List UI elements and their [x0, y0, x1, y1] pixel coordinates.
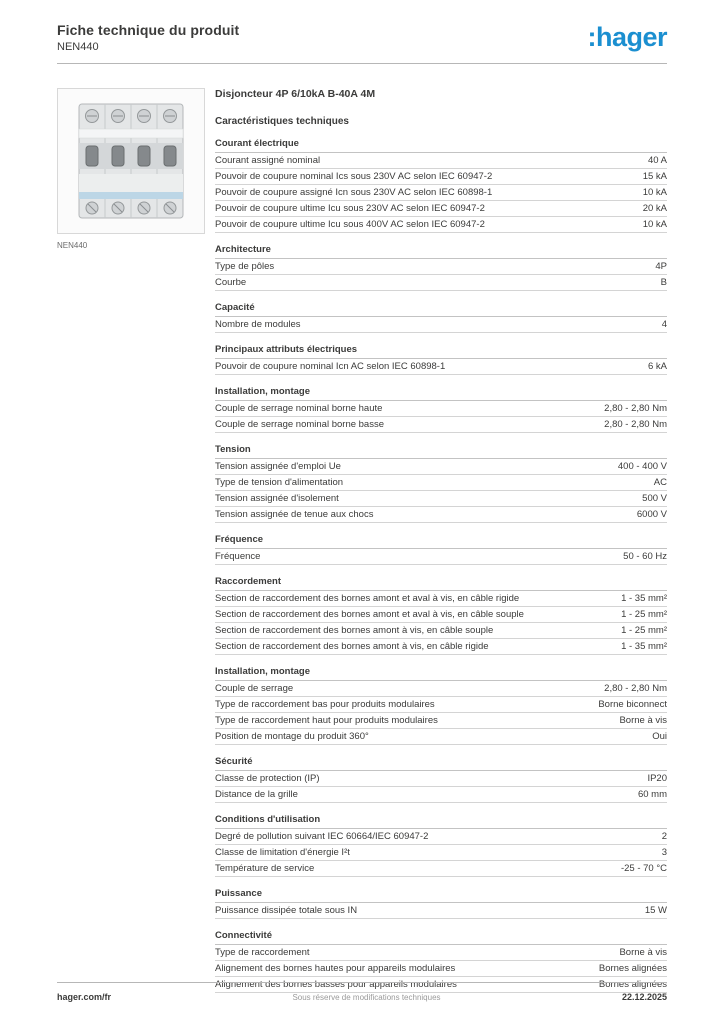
row-value: 2	[661, 831, 667, 842]
row-label: Alignement des bornes basses pour appareils modulaires	[215, 979, 457, 990]
circuit-breaker-illustration	[70, 96, 192, 226]
section-rows	[215, 359, 667, 375]
row-label: Courbe	[215, 277, 247, 288]
row-label: Couple de serrage nominal borne basse	[215, 419, 384, 430]
row-value: Bornes alignées	[598, 963, 667, 974]
table-row	[215, 771, 667, 787]
row-value: AC	[653, 477, 667, 488]
row-label: Type de tension d'alimentation	[215, 477, 344, 488]
row-label: Nombre de modules	[215, 319, 301, 330]
footer-website-link[interactable]: hager.com/fr	[57, 992, 112, 1002]
row-label: Couple de serrage	[215, 683, 294, 694]
product-image	[57, 88, 205, 234]
table-row	[215, 729, 667, 745]
section-rows	[215, 259, 667, 291]
spec-section	[215, 344, 667, 375]
section-title: Principaux attributs électriques	[215, 344, 667, 359]
section-title: Architecture	[215, 244, 667, 259]
table-row	[215, 623, 667, 639]
table-row	[215, 201, 667, 217]
table-row	[215, 591, 667, 607]
section-rows	[215, 903, 667, 919]
header-text	[57, 22, 239, 53]
row-label: Type de raccordement haut pour produits modulaires	[215, 715, 438, 726]
row-label: Tension assignée d'isolement	[215, 493, 339, 504]
row-value: 15 kA	[642, 171, 667, 182]
spec-section	[215, 666, 667, 745]
spec-sections	[215, 138, 667, 993]
row-value: Borne biconnect	[598, 699, 667, 710]
section-title: Installation, montage	[215, 386, 667, 401]
section-title: Installation, montage	[215, 666, 667, 681]
row-label: Section de raccordement des bornes amont à vis, en câble rigide	[215, 641, 489, 652]
section-rows	[215, 153, 667, 233]
section-rows	[215, 317, 667, 333]
row-value: 2,80 - 2,80 Nm	[604, 683, 667, 694]
page-header	[0, 0, 724, 53]
section-title: Courant électrique	[215, 138, 667, 153]
row-label: Type de raccordement bas pour produits modulaires	[215, 699, 435, 710]
table-row	[215, 417, 667, 433]
row-value: Borne à vis	[619, 715, 667, 726]
row-label: Pouvoir de coupure ultime Icu sous 400V AC selon IEC 60947-2	[215, 219, 485, 230]
row-value: 40 A	[647, 155, 667, 166]
hager-logo: :hager	[587, 22, 667, 52]
row-value: 6 kA	[647, 361, 667, 372]
spec-section	[215, 814, 667, 877]
row-label: Pouvoir de coupure ultime Icu sous 230V AC selon IEC 60947-2	[215, 203, 485, 214]
section-rows	[215, 591, 667, 655]
table-row	[215, 697, 667, 713]
table-row	[215, 607, 667, 623]
table-row	[215, 903, 667, 919]
section-rows	[215, 771, 667, 803]
row-value: 60 mm	[637, 789, 667, 800]
row-value: IP20	[647, 773, 667, 784]
table-row	[215, 845, 667, 861]
row-label: Pouvoir de coupure assigné Icn sous 230V AC selon IEC 60898-1	[215, 187, 493, 198]
row-value: 1 - 25 mm²	[621, 609, 667, 620]
spec-section	[215, 534, 667, 565]
table-row	[215, 549, 667, 565]
product-reference: NEN440	[57, 41, 99, 53]
table-row	[215, 359, 667, 375]
row-value: Oui	[652, 731, 667, 742]
row-value: 2,80 - 2,80 Nm	[604, 403, 667, 414]
row-label: Classe de limitation d'énergie I²t	[215, 847, 350, 858]
product-name: Disjoncteur 4P 6/10kA B-40A 4M	[215, 88, 376, 100]
row-label: Position de montage du produit 360°	[215, 731, 369, 742]
row-value: 10 kA	[642, 219, 667, 230]
content-area	[0, 64, 724, 993]
row-value: 3	[661, 847, 667, 858]
footer-date: 22.12.2025	[621, 992, 667, 1002]
row-label: Température de service	[215, 863, 315, 874]
table-row	[215, 475, 667, 491]
section-title: Sécurité	[215, 756, 667, 771]
row-value: 4P	[655, 261, 667, 272]
table-row	[215, 185, 667, 201]
table-row	[215, 275, 667, 291]
table-row	[215, 713, 667, 729]
spec-section	[215, 444, 667, 523]
right-column	[215, 88, 667, 993]
row-label: Pouvoir de coupure nominal Ics sous 230V AC selon IEC 60947-2	[215, 171, 493, 182]
table-row	[215, 459, 667, 475]
page-title: Fiche technique du produit	[57, 22, 240, 38]
section-rows	[215, 401, 667, 433]
page-footer	[57, 982, 667, 1002]
row-label: Tension assignée de tenue aux chocs	[215, 509, 374, 520]
row-value: 20 kA	[642, 203, 667, 214]
row-value: 400 - 400 V	[617, 461, 667, 472]
table-row	[215, 787, 667, 803]
section-title: Fréquence	[215, 534, 667, 549]
row-label: Type de raccordement	[215, 947, 310, 958]
section-title: Conditions d'utilisation	[215, 814, 667, 829]
section-title: Tension	[215, 444, 667, 459]
spec-section	[215, 888, 667, 919]
row-value: 6000 V	[636, 509, 667, 520]
row-value: 50 - 60 Hz	[623, 551, 667, 562]
table-row	[215, 401, 667, 417]
row-label: Fréquence	[215, 551, 261, 562]
row-label: Distance de la grille	[215, 789, 298, 800]
section-rows	[215, 681, 667, 745]
row-label: Degré de pollution suivant IEC 60664/IEC 60947-2	[215, 831, 429, 842]
row-value: Bornes alignées	[598, 979, 667, 990]
spec-section	[215, 576, 667, 655]
section-rows	[215, 549, 667, 565]
table-row	[215, 507, 667, 523]
section-rows	[215, 459, 667, 523]
row-label: Tension assignée d'emploi Ue	[215, 461, 341, 472]
row-label: Section de raccordement des bornes amont et aval à vis, en câble souple	[215, 609, 524, 620]
table-row	[215, 829, 667, 845]
row-value: 1 - 35 mm²	[621, 593, 667, 604]
table-row	[215, 961, 667, 977]
table-row	[215, 153, 667, 169]
table-row	[215, 491, 667, 507]
section-title: Connectivité	[215, 930, 667, 945]
row-label: Pouvoir de coupure nominal Icn AC selon IEC 60898-1	[215, 361, 446, 372]
characteristics-title: Caractéristiques techniques	[215, 116, 349, 127]
spec-section	[215, 138, 667, 233]
row-value: 4	[661, 319, 667, 330]
row-label: Couple de serrage nominal borne haute	[215, 403, 383, 414]
left-column	[57, 88, 205, 993]
row-value: 10 kA	[642, 187, 667, 198]
spec-section	[215, 756, 667, 803]
spec-section	[215, 302, 667, 333]
section-title: Raccordement	[215, 576, 667, 591]
footer-disclaimer: Sous réserve de modifications techniques	[292, 993, 441, 1002]
section-title: Capacité	[215, 302, 667, 317]
table-row	[215, 861, 667, 877]
row-label: Puissance dissipée totale sous IN	[215, 905, 358, 916]
row-value: -25 - 70 °C	[620, 863, 667, 874]
row-value: 2,80 - 2,80 Nm	[604, 419, 667, 430]
row-label: Alignement des bornes hautes pour appareils modulaires	[215, 963, 456, 974]
row-label: Classe de protection (IP)	[215, 773, 320, 784]
section-rows	[215, 829, 667, 877]
row-value: 1 - 25 mm²	[621, 625, 667, 636]
table-row	[215, 169, 667, 185]
table-row	[215, 945, 667, 961]
section-title: Puissance	[215, 888, 667, 903]
spec-section	[215, 386, 667, 433]
table-row	[215, 317, 667, 333]
row-value: 500 V	[642, 493, 667, 504]
row-value: Borne à vis	[619, 947, 667, 958]
image-caption: NEN440	[57, 241, 88, 250]
row-value: 15 W	[644, 905, 667, 916]
table-row	[215, 217, 667, 233]
spec-section	[215, 244, 667, 291]
row-label: Section de raccordement des bornes amont et aval à vis, en câble rigide	[215, 593, 520, 604]
row-value: 1 - 35 mm²	[621, 641, 667, 652]
row-value: B	[660, 277, 667, 288]
table-row	[215, 259, 667, 275]
table-row	[215, 639, 667, 655]
row-label: Section de raccordement des bornes amont à vis, en câble souple	[215, 625, 494, 636]
table-row	[215, 681, 667, 697]
row-label: Courant assigné nominal	[215, 155, 321, 166]
row-label: Type de pôles	[215, 261, 275, 272]
